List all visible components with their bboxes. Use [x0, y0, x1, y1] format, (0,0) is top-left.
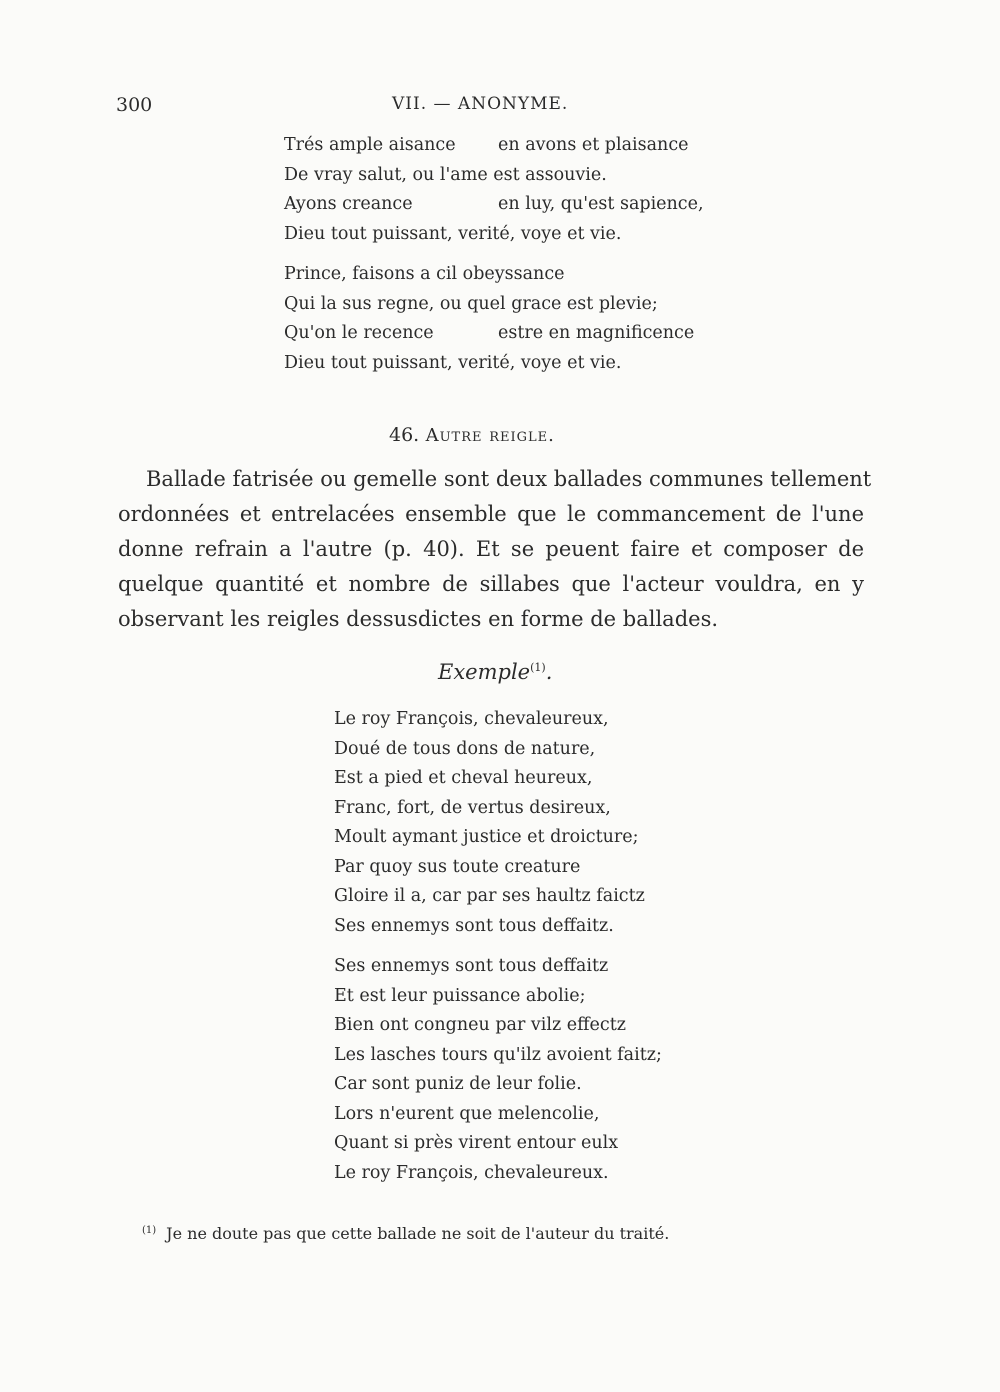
verse-line: Doué de tous dons de nature,: [334, 738, 596, 759]
running-head: [0, 94, 1000, 118]
ballad-stanza-1: [334, 704, 645, 940]
verse-line: Et est leur puissance abolie;: [334, 985, 586, 1006]
prose-line: quelque quantité et nombre de sillabes que l'acteur vouldra, en y: [118, 572, 864, 596]
page-number: 300: [116, 94, 153, 116]
exemple-heading: Exemple$^{(1)}$.: [438, 660, 553, 684]
prose-line: ordonnées et entrelacées ensemble que le commancement de l'une: [118, 502, 864, 526]
verse-line: Ses ennemys sont tous deffaitz.: [334, 915, 614, 936]
section-number: 46.: [389, 424, 420, 446]
footnote-marker: (1): [142, 1224, 157, 1236]
verse-line: Ses ennemys sont tous deffaitz: [334, 956, 609, 976]
verse-line: Les lasches tours qu'ilz avoient faitz;: [334, 1044, 662, 1065]
verse-line: Lors n'eurent que melencolie,: [334, 1103, 600, 1124]
verse-line: Prince, faisons a cil obeyssance: [284, 264, 565, 284]
verse-line: Est a pied et cheval heureux,: [334, 768, 593, 788]
footnote-ref: (1): [530, 661, 546, 674]
verse-line: Ayons creance en luy, qu'est sapience,: [284, 194, 704, 214]
section-heading-title: Autre reigle.: [425, 425, 555, 446]
verse-line: Franc, fort, de vertus desireux,: [334, 797, 611, 818]
section-title: VII. — ANONYME.: [392, 94, 569, 114]
verse-line: Bien ont congneu par vilz effectz: [334, 1015, 626, 1035]
prose-paragraph: [118, 462, 872, 637]
stanza-a: [284, 131, 704, 249]
prose-line: Ballade fatrisée ou gemelle sont deux ballades communes tellement: [146, 467, 872, 491]
verse-line: Moult aymant justice et droicture;: [334, 827, 639, 847]
verse-line: Le roy François, chevaleureux,: [334, 709, 609, 729]
footnote: [142, 1224, 669, 1243]
verse-line: Par quoy sus toute creature: [334, 856, 581, 877]
verse-line: Dieu tout puissant, verité, voye et vie.: [284, 352, 622, 373]
verse-line: Le roy François, chevaleureux.: [334, 1162, 609, 1183]
prose-line: observant les reigles dessusdictes en forme de ballades.: [118, 607, 719, 631]
prose-line: donne refrain a l'autre (p. 40). Et se peuent faire et composer de: [118, 537, 864, 561]
verse-line: Quant si près virent entour eulx: [334, 1133, 619, 1153]
section-heading: [389, 422, 555, 446]
verse-line: Trés ample aisance en avons et plaisance: [284, 135, 689, 155]
envoi-stanza: [284, 260, 694, 378]
verse-line: Qui la sus regne, ou quel grace est plevie;: [284, 293, 658, 314]
exemple-label: Exemple: [438, 660, 531, 684]
verse-line: Dieu tout puissant, verité, voye et vie.: [284, 223, 622, 244]
verse-line: Car sont puniz de leur folie.: [334, 1074, 582, 1094]
ballad-stanza-2: [334, 951, 662, 1187]
verse-line: Qu'on le recence estre en magnificence: [284, 323, 695, 343]
verse-line: Gloire il a, car par ses haultz faictz: [334, 886, 645, 906]
verse-line: De vray salut, ou l'ame est assouvie.: [284, 164, 607, 185]
footnote-text: Je ne doute pas que cette ballade ne soit de l'auteur du traité.: [166, 1224, 670, 1243]
